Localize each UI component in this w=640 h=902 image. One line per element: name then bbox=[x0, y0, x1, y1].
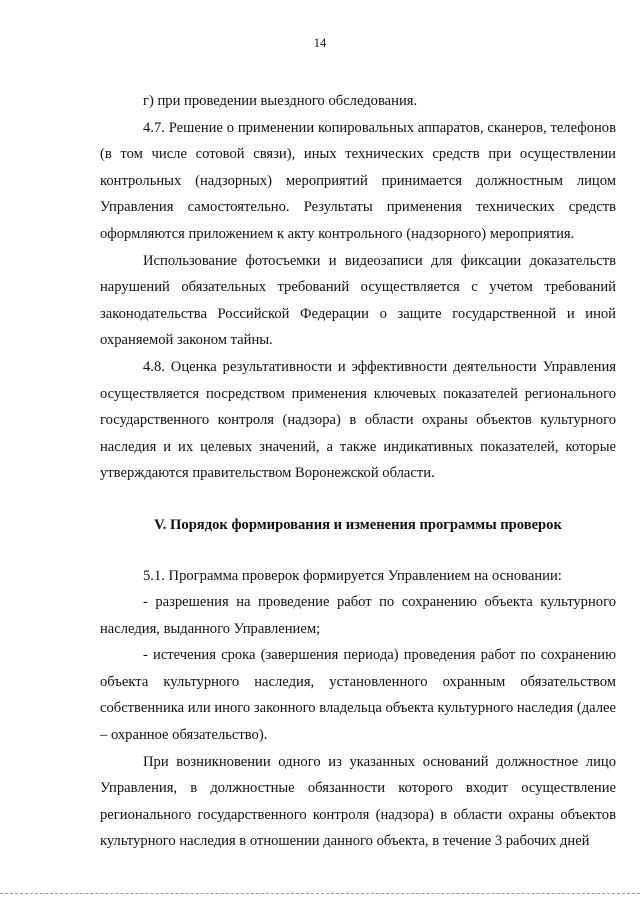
paragraph-item-g: г) при проведении выездного обследования. bbox=[143, 93, 418, 109]
document-body bbox=[100, 88, 616, 855]
page-number: 14 bbox=[313, 36, 327, 50]
paragraph-4-7: 4.7. Решение о применении копировальных аппаратов, сканеров, телефонов (в том числе сотовой связи), иных технических средств при осуществлении контрольных (надзорных) мероприятий принимается должностным лицом Управления самостоятельно. Результаты применения технических средств оформляются приложением к акту контрольного (надзорного) мероприятия. bbox=[100, 119, 616, 242]
paragraph-occurrence: При возникновении одного из указанных оснований должностное лицо Управления, в должностные обязанности которого входит осуществление регионального государственного контроля (надзора) в области охраны объектов культурного наследия в отношении данного объекта, в течение 3 рабочих дней bbox=[100, 753, 616, 850]
paragraph-5-1: 5.1. Программа проверок формируется Управлением на основании: bbox=[143, 567, 562, 584]
paragraph-4-8: 4.8. Оценка результативности и эффективности деятельности Управления осуществляется посредством применения ключевых показателей регионального государственного контроля (надзора) в области охраны объектов культурного наследия и их целевых значений, а также индикативных показателей, которые утверждаются правительством Воронежской области. bbox=[100, 358, 616, 482]
section-heading: V. Порядок формирования и изменения программы проверок bbox=[154, 516, 562, 533]
paragraph-photo-video: Использование фотосъемки и видеозаписи для фиксации доказательств нарушений обязательных требований осуществляется с учетом требований законодательства Российской Федерации о защите государственной и иной охраняемой законом тайны. bbox=[100, 252, 616, 349]
list-item-permission: - разрешения на проведение работ по сохранению объекта культурного наследия, выданного Управлением; bbox=[100, 594, 616, 637]
list-item-expiry: - истечения срока (завершения периода) проведения работ по сохранению объекта культурного наследия, установленного охранным обязательством собственника или иного законного владельца объекта культурного наследия (далее – охранное обязательство). bbox=[100, 647, 616, 744]
bottom-divider bbox=[0, 893, 640, 895]
